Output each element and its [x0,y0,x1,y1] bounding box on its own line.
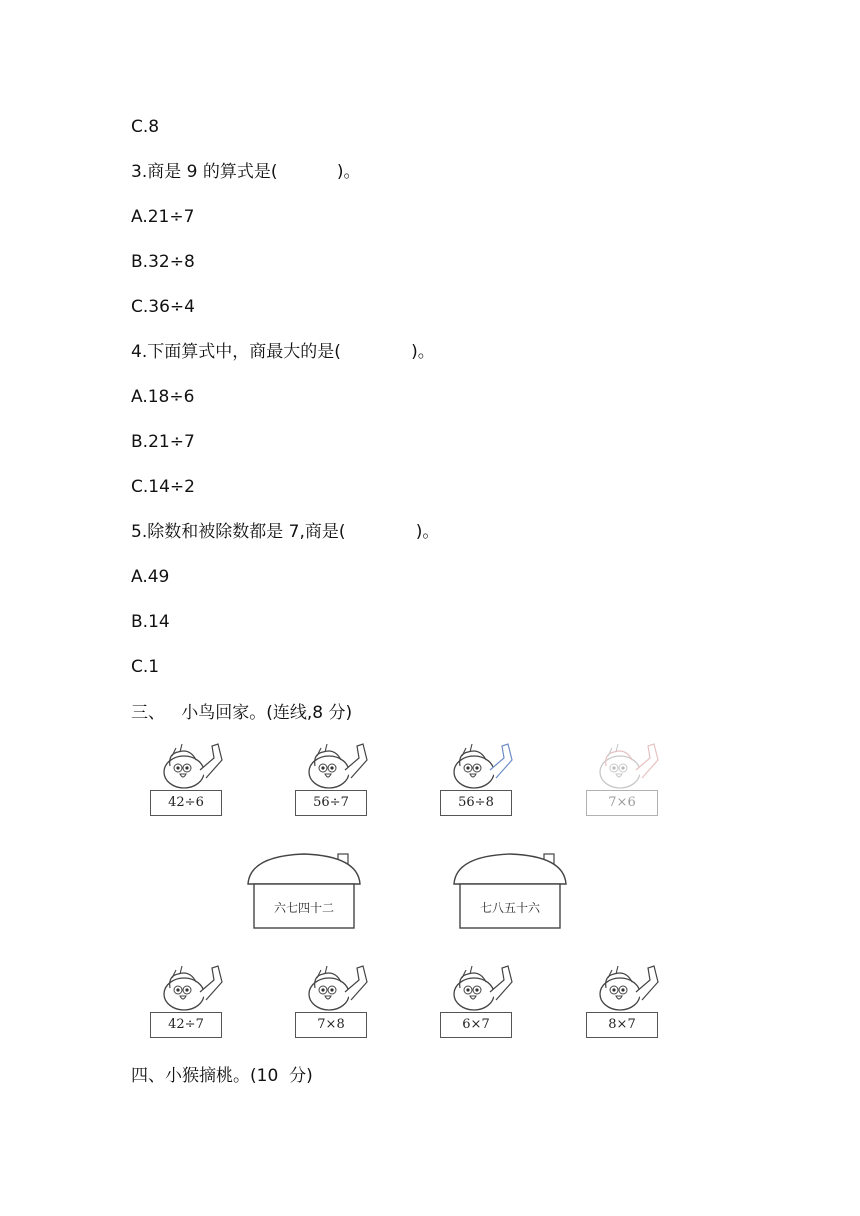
option-b-line: B.21÷7 [131,432,195,452]
bird-expression: 6×7 [440,1012,512,1038]
bird-icon [592,736,664,796]
bird-expression: 7×8 [295,1012,367,1038]
option-c-line: C.1 [131,657,160,677]
option-a-line: A.18÷6 [131,387,195,407]
bird-icon [301,958,373,1018]
option-b-line: B.14 [131,612,170,632]
bird-icon [446,958,518,1018]
bird-card[interactable] [295,736,373,816]
option-c-line: C.36÷4 [131,297,195,317]
bird-card[interactable] [440,958,518,1038]
bird-expression: 42÷6 [150,790,222,816]
bird-card[interactable] [586,958,664,1038]
option-a-line: A.21÷7 [131,207,195,227]
option-c-line: C.14÷2 [131,477,195,497]
bird-card[interactable] [150,958,228,1038]
question-3: 3.商是 9 的算式是( )。 [131,162,361,182]
bird-matching-figure [130,736,670,1042]
bird-card[interactable] [586,736,664,816]
option-c-line: C.8 [131,117,160,137]
bird-card[interactable] [295,958,373,1038]
section-3-title: 三、 小鸟回家。(连线,8 分) [131,703,353,723]
house-card[interactable] [452,850,568,932]
house-label: 七八五十六 [479,901,540,915]
bird-icon [446,736,518,796]
question-4: 4.下面算式中，商最大的是( )。 [131,342,435,362]
house-card[interactable] [246,850,362,932]
bird-expression: 7×6 [586,790,658,816]
option-b-line: B.32÷8 [131,252,195,272]
bird-icon [301,736,373,796]
bird-card[interactable] [150,736,228,816]
section-4-title: 四、小猴摘桃。(10 分) [131,1066,313,1086]
bird-icon [592,958,664,1018]
bird-expression: 56÷7 [295,790,367,816]
bird-expression: 56÷8 [440,790,512,816]
house-label: 六七四十二 [273,901,334,915]
bird-expression: 42÷7 [150,1012,222,1038]
bird-expression: 8×7 [586,1012,658,1038]
question-5: 5.除数和被除数都是 7,商是( )。 [131,522,440,542]
bird-card[interactable] [440,736,518,816]
option-a-line: A.49 [131,567,170,587]
bird-icon [156,958,228,1018]
bird-icon [156,736,228,796]
